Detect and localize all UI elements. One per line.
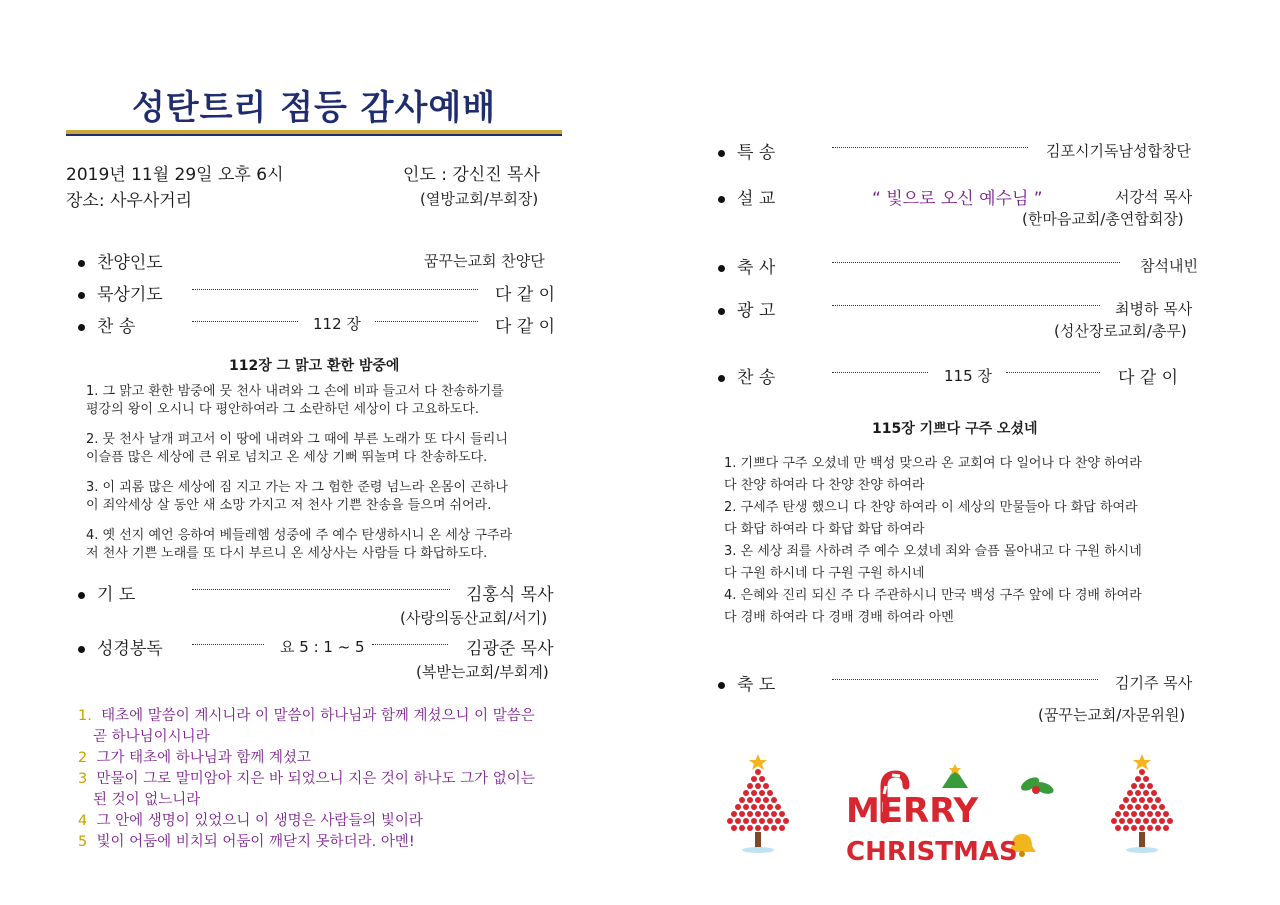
hymn-115-lyrics bbox=[724, 453, 1142, 629]
order-sermon-label: 설 교 bbox=[737, 189, 776, 209]
order-sermon-affiliation: (한마음교회/총연합회장) bbox=[1022, 210, 1184, 228]
order-special-song bbox=[718, 138, 775, 163]
order-sermon bbox=[718, 184, 775, 209]
order-praise-label: 찬양인도 bbox=[97, 253, 163, 273]
bullet-icon bbox=[718, 308, 725, 315]
order-hymn-115 bbox=[718, 363, 775, 388]
order-reading bbox=[78, 634, 163, 659]
logo-text-merry: MERRY bbox=[846, 791, 979, 831]
leader-dots bbox=[375, 321, 478, 322]
scripture-verse: 2 그가 태초에 하나님과 함께 계셨고 bbox=[78, 750, 311, 766]
scripture-verse-continued: 된 것이 없느니라 bbox=[93, 792, 201, 808]
scripture-verse: 1. 태초에 말씀이 계시니라 이 말씀이 하나님과 함께 계셨으니 이 말씀은 bbox=[78, 708, 535, 724]
order-reading-label: 성경봉독 bbox=[97, 639, 163, 659]
order-hymn-label: 찬 송 bbox=[97, 317, 136, 337]
service-date: 2019년 11월 29일 오후 6시 bbox=[66, 165, 284, 185]
order-sermon-value: 서강석 목사 bbox=[1115, 188, 1193, 206]
leader-dots bbox=[832, 262, 1120, 263]
scripture-verse: 3 만물이 그로 말미암아 지은 바 되었으니 지은 것이 하나도 그가 없이는 bbox=[78, 771, 535, 787]
service-place: 장소: 사우사거리 bbox=[66, 191, 193, 211]
order-notice-affiliation: (성산장로교회/총무) bbox=[1054, 322, 1187, 340]
order-silent-prayer bbox=[78, 280, 163, 305]
service-leader: 인도 : 강신진 목사 bbox=[403, 165, 540, 185]
order-notice-label: 광 고 bbox=[737, 301, 776, 321]
leader-dots bbox=[372, 644, 448, 645]
sermon-title: “ 빛으로 오신 예수님 ” bbox=[872, 189, 1043, 209]
order-prayer-affiliation: (사랑의동산교회/서기) bbox=[400, 609, 548, 627]
order-greeting bbox=[718, 253, 775, 278]
leader-dots bbox=[192, 589, 450, 590]
order-special-label: 특 송 bbox=[737, 143, 776, 163]
scripture-verse: 4 그 안에 생명이 있었으니 이 생명은 사람들의 빛이라 bbox=[78, 813, 423, 829]
leader-dots bbox=[832, 372, 928, 373]
hymn-verse: 3. 온 세상 죄를 사하려 주 예수 오셨네 죄와 슬픔 몰아내고 다 구원 하시네 다 구원 하시네 다 구원 구원 하시네 bbox=[724, 544, 1142, 581]
hymn-verse: 2. 구세주 탄생 했으니 다 찬양 하여라 이 세상의 만물들아 다 화답 하여라 다 화답 하여라 다 화답 화답 하여라 bbox=[724, 500, 1138, 537]
bullet-icon bbox=[718, 196, 725, 203]
service-leader-affiliation: (열방교회/부회장) bbox=[420, 190, 539, 208]
bullet-icon bbox=[78, 646, 85, 653]
order-hymn-number: 112 장 bbox=[313, 315, 361, 333]
bullet-icon bbox=[78, 260, 85, 267]
order-reading-value: 김광준 목사 bbox=[466, 639, 554, 659]
scripture-verse-continued: 곧 하나님이시니라 bbox=[93, 729, 210, 745]
leader-dots bbox=[192, 644, 264, 645]
order-hymn bbox=[78, 312, 135, 337]
scripture-passage bbox=[78, 706, 535, 853]
order-praise-value: 꿈꾸는교회 찬양단 bbox=[424, 252, 545, 270]
hymn-verse: 1. 기쁘다 구주 오셨네 만 백성 맞으라 온 교회여 다 일어나 다 찬양 하여라 다 찬양 하여라 다 찬양 찬양 하여라 bbox=[724, 456, 1142, 493]
bullet-icon bbox=[718, 265, 725, 272]
christmas-tree-icon bbox=[722, 748, 794, 858]
hymn-verse: 1. 그 맑고 환한 밤중에 뭇 천사 내려와 그 손에 비파 들고서 다 찬송하기를 평강의 왕이 오시니 다 평안하여라 그 소란하던 세상이 다 고요하도다. bbox=[86, 384, 504, 417]
bullet-icon bbox=[718, 682, 725, 689]
hymn-115-title: 115장 기쁘다 구주 오셨네 bbox=[872, 421, 1038, 437]
order-benediction-affiliation: (꿈꾸는교회/자문위원) bbox=[1038, 706, 1186, 724]
leader-dots bbox=[192, 289, 478, 290]
order-greeting-value: 참석내빈 bbox=[1140, 257, 1198, 275]
hymn-112-lyrics bbox=[86, 383, 512, 563]
order-greeting-label: 축 사 bbox=[737, 258, 776, 278]
title-underline bbox=[66, 130, 562, 136]
order-notice bbox=[718, 296, 775, 321]
leader-dots bbox=[192, 321, 298, 322]
order-benediction-label: 축 도 bbox=[737, 675, 776, 695]
leader-dots bbox=[832, 679, 1098, 680]
bullet-icon bbox=[78, 324, 85, 331]
order-reading-passage: 요 5 : 1 ~ 5 bbox=[280, 638, 365, 656]
hymn-verse: 3. 이 괴롬 많은 세상에 짐 지고 가는 자 그 험한 준령 넘느라 온몸이 곤하나 이 죄악세상 살 동안 새 소망 가지고 저 천사 기쁜 찬송을 들으며 쉬어라. bbox=[86, 480, 508, 513]
leader-dots bbox=[1006, 372, 1100, 373]
order-reading-affiliation: (복받는교회/부회계) bbox=[416, 663, 549, 681]
order-silent-label: 묵상기도 bbox=[97, 285, 163, 305]
order-notice-value: 최병하 목사 bbox=[1115, 300, 1193, 318]
order-benediction bbox=[718, 670, 775, 695]
order-hymn-115-value: 다 같 이 bbox=[1118, 368, 1179, 388]
christmas-tree-icon bbox=[1106, 748, 1178, 858]
hymn-verse: 4. 은혜와 진리 되신 주 다 주관하시니 만국 백성 구주 앞에 다 경배 하여라 다 경배 하여라 다 경배 경배 하여라 아멘 bbox=[724, 588, 1142, 625]
hymn-112-title: 112장 그 맑고 환한 밤중에 bbox=[229, 358, 400, 374]
order-special-value: 김포시기독남성합창단 bbox=[1046, 142, 1191, 160]
scripture-verse: 5 빛이 어둠에 비치되 어둠이 깨닫지 못하더라. 아멘! bbox=[78, 834, 415, 850]
bullet-icon bbox=[78, 592, 85, 599]
order-silent-value: 다 같 이 bbox=[495, 285, 556, 305]
logo-text-christmas: CHRISTMAS bbox=[846, 837, 1018, 867]
hymn-verse: 2. 뭇 천사 날개 펴고서 이 땅에 내려와 그 때에 부른 노래가 또 다시 들리니 이슬픔 많은 세상에 큰 위로 넘치고 온 세상 기뻐 뛰놀며 다 찬송하도다. bbox=[86, 432, 508, 465]
order-hymn-115-label: 찬 송 bbox=[737, 368, 776, 388]
leader-dots bbox=[832, 147, 1028, 148]
order-prayer bbox=[78, 580, 135, 605]
order-praise bbox=[78, 248, 163, 273]
bullet-icon bbox=[78, 292, 85, 299]
page-title: 성탄트리 점등 감사예배 bbox=[131, 88, 497, 128]
order-prayer-label: 기 도 bbox=[97, 585, 136, 605]
order-prayer-value: 김홍식 목사 bbox=[466, 585, 554, 605]
merry-christmas-logo bbox=[840, 762, 1062, 870]
order-hymn-115-number: 115 장 bbox=[944, 367, 992, 385]
bullet-icon bbox=[718, 375, 725, 382]
order-hymn-value: 다 같 이 bbox=[495, 317, 556, 337]
order-benediction-value: 김기주 목사 bbox=[1115, 674, 1193, 692]
leader-dots bbox=[832, 305, 1100, 306]
bullet-icon bbox=[718, 150, 725, 157]
hymn-verse: 4. 옛 선지 예언 응하여 베들레헴 성중에 주 예수 탄생하시니 온 세상 구주라 저 천사 기쁜 노래를 또 다시 부르니 온 세상사는 사람들 다 화답하도다. bbox=[86, 528, 513, 561]
